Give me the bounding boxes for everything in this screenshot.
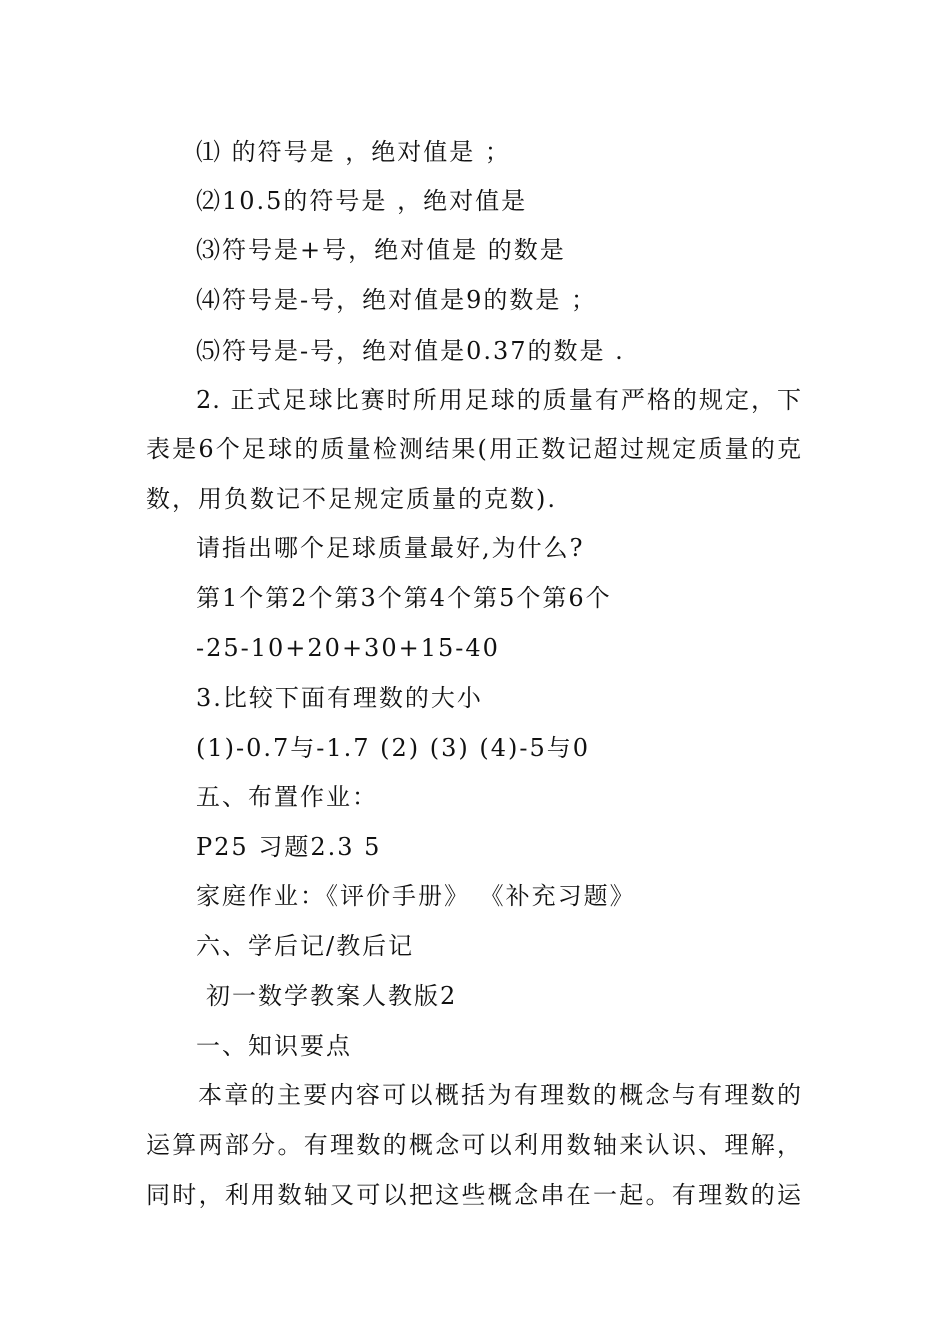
text-line: ⑷符号是-号，绝对值是9的数是 ； [196, 286, 598, 314]
text-line: ⑸符号是-号，绝对值是0.37的数是 . [196, 337, 625, 365]
paragraph-line: 本章的主要内容可以概括为有理数的概念与有理数的 [198, 1081, 802, 1109]
text-line: ⑵10.5的符号是 ，绝对值是 [196, 187, 528, 215]
paragraph-line: 数，用负数记不足规定质量的克数). [146, 485, 557, 513]
text-line: ⑴ 的符号是 ，绝对值是 ； [196, 138, 511, 166]
text-line: 请指出哪个足球质量最好,为什么? [196, 534, 585, 562]
text-line: 家庭作业：《评价手册》 《补充习题》 [196, 882, 636, 910]
text-line: 3.比较下面有理数的大小 [196, 684, 483, 712]
text-line: ⑶符号是+号，绝对值是 的数是 [196, 236, 566, 264]
section-heading: 六、学后记/教后记 [196, 932, 415, 960]
section-heading: 一、知识要点 [196, 1032, 352, 1060]
text-line: P25 习题2.3 5 [196, 833, 382, 861]
paragraph-line: 同时，利用数轴又可以把这些概念串在一起。有理数的运 [146, 1181, 802, 1209]
paragraph-line: 2. 正式足球比赛时所用足球的质量有严格的规定，下 [196, 386, 802, 414]
table-header-line: 第1个第2个第3个第4个第5个第6个 [196, 584, 612, 612]
table-values-line: -25-10+20+30+15-40 [196, 634, 500, 662]
lesson-title: 初一数学教案人教版2 [206, 982, 458, 1010]
text-line: (1)-0.7与-1.7 (2) (3) (4)-5与0 [196, 734, 591, 762]
section-heading: 五、布置作业： [196, 783, 378, 811]
paragraph-line: 表是6个足球的质量检测结果(用正数记超过规定质量的克 [146, 435, 802, 463]
paragraph-line: 运算两部分。有理数的概念可以利用数轴来认识、理解， [146, 1131, 802, 1159]
